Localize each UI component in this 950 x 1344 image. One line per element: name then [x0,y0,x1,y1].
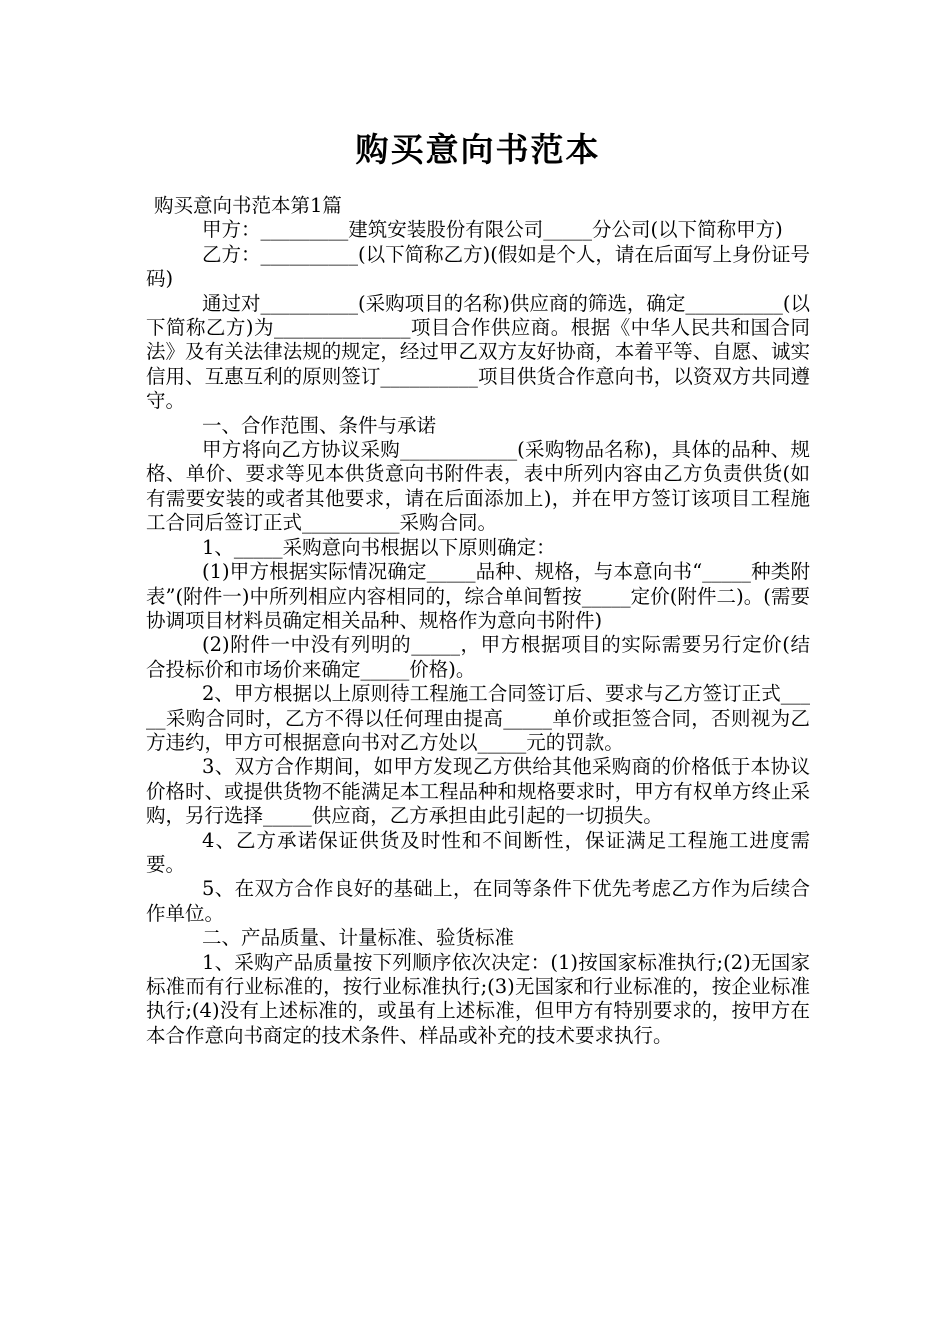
clause-1-item-2: (2)附件一中没有列明的_____，甲方根据项目的实际需要另行定价(结合投标价和市场价来确定_____价格)。 [146,633,810,681]
paragraph-party-b: 乙方：__________(以下简称乙方)(假如是个人，请在后面写上身份证号码) [146,242,810,291]
paragraph-intro: 通过对__________(采购项目的名称)供应商的筛选，确定__________(以下简称乙方)为______________项目合作供应商。根据《中华人民共和国合同法》及有关法律法规的规定，经过甲乙双方友好协商，本着平等、自愿、诚实信用、互惠互利的原则签订__________项目供货合作意向书，以资双方共同遵守。 [146,291,810,413]
clause-5: 5、在双方合作良好的基础上，在同等条件下优先考虑乙方作为后续合作单位。 [146,877,810,925]
clause-3: 3、双方合作期间，如甲方发现乙方供给其他采购商的价格低于本协议价格时、或提供货物不能满足本工程品种和规格要求时，甲方有权单方终止采购，另行选择_____供应商，乙方承担由此引起的一切损失。 [146,755,810,828]
heading-quality-standards: 二、产品质量、计量标准、验货标准 [202,926,515,950]
clause-1-item-1: (1)甲方根据实际情况确定_____品种、规格，与本意向书“_____种类附表”(附件一)中所列相应内容相同的，综合单间暂按_____定价(附件二)。(需要协调项目材料员确定相关品种、规格作为意向书附件) [146,560,810,632]
paragraph-procurement: 甲方将向乙方协议采购____________(采购物品名称)，具体的品种、规格、单价、要求等见本供货意向书附件表，表中所列内容由乙方负责供货(如有需要安装的或者其他要求，请在后面添加上)，并在甲方签订该项目工程施工合同后签订正式__________采购合同。 [146,438,810,535]
paragraph-party-a: 甲方：_________建筑安装股份有限公司_____分公司(以下简称甲方) [202,218,783,242]
quality-clause-1: 1、采购产品质量按下列顺序依次决定：(1)按国家标准执行;(2)无国家标准而有行业标准的，按行业标准执行;(3)无国家和行业标准的，按企业标准执行;(4)没有上述标准的，或虽有上述标准，但甲方有特别要求的，按甲方在本合作意向书商定的技术条件、样品或补充的技术要求执行。 [146,950,810,1047]
section-subtitle: 购买意向书范本第1篇 [154,194,342,217]
clause-1: 1、_____采购意向书根据以下原则确定： [202,535,556,559]
heading-cooperation-scope: 一、合作范围、条件与承诺 [202,413,437,437]
document-title: 购买意向书范本 [355,130,601,169]
clause-4: 4、乙方承诺保证供货及时性和不间断性，保证满足工程施工进度需要。 [146,828,810,876]
clause-2: 2、甲方根据以上原则待工程施工合同签订后、要求与乙方签订正式_____采购合同时，乙方不得以任何理由提高_____单价或拒签合同，否则视为乙方违约，甲方可根据意向书对乙方处以_____元的罚款。 [146,682,810,754]
